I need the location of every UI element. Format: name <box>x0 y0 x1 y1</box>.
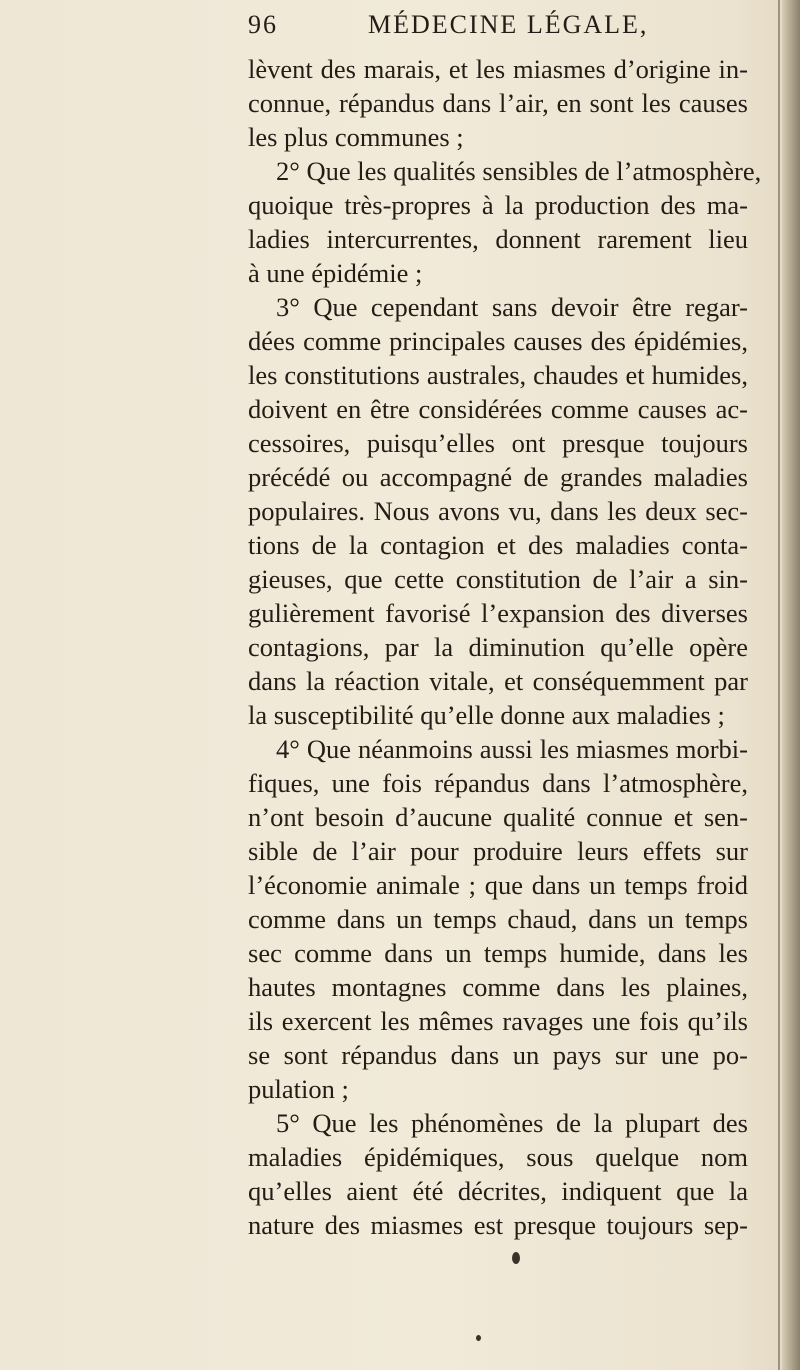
text-line: dées comme principales causes des épidémies, <box>248 326 748 356</box>
text-line: la susceptibilité qu’elle donne aux maladies ; <box>248 700 725 730</box>
ink-spot <box>512 1252 520 1264</box>
text-line: gulièrement favorisé l’expansion des diverses <box>248 598 748 628</box>
text-line: maladies épidémiques, sous quelque nom <box>248 1142 748 1172</box>
text-line: les plus communes ; <box>248 122 464 152</box>
text-line: 4° Que néanmoins aussi les miasmes morbi- <box>276 734 748 764</box>
text-line: 2° Que les qualités sensibles de l’atmosphère, <box>276 156 762 186</box>
text-line: contagions, par la diminution qu’elle opère <box>248 632 748 662</box>
text-line: pulation ; <box>248 1074 349 1104</box>
text-line: cessoires, puisqu’elles ont presque toujours <box>248 428 748 458</box>
text-line: dans la réaction vitale, et conséquemment par <box>248 666 748 696</box>
text-line: l’économie animale ; que dans un temps froid <box>248 870 748 900</box>
text-line: les constitutions australes, chaudes et humides, <box>248 360 748 390</box>
binding-rule <box>778 0 780 1370</box>
text-line: sible de l’air pour produire leurs effets sur <box>248 836 748 866</box>
text-line: précédé ou accompagné de grandes maladies <box>248 462 748 492</box>
text-line: ladies intercurrentes, donnent rarement lieu <box>248 224 748 254</box>
running-title: MÉDECINE LÉGALE, <box>368 10 649 39</box>
page-number: 96 <box>248 10 278 39</box>
text-line: comme dans un temps chaud, dans un temps <box>248 904 748 934</box>
text-line: nature des miasmes est presque toujours sep- <box>248 1210 748 1240</box>
text-line: quoique très-propres à la production des ma- <box>248 190 748 220</box>
body-text <box>248 52 762 1242</box>
text-line: gieuses, que cette constitution de l’air a sin- <box>248 564 748 594</box>
ink-spot <box>476 1335 481 1341</box>
text-line: populaires. Nous avons vu, dans les deux sec- <box>248 496 748 526</box>
book-gutter <box>782 0 800 1370</box>
text-line: 3° Que cependant sans devoir être regar- <box>276 292 748 322</box>
text-line: hautes montagnes comme dans les plaines, <box>248 972 748 1002</box>
text-line: fiques, une fois répandus dans l’atmosphère, <box>248 768 748 798</box>
text-line: 5° Que les phénomènes de la plupart des <box>276 1108 748 1138</box>
text-line: se sont répandus dans un pays sur une po- <box>248 1040 748 1070</box>
text-line: qu’elles aient été décrites, indiquent que la <box>248 1176 748 1206</box>
text-line: tions de la contagion et des maladies conta- <box>248 530 748 560</box>
text-line: connue, répandus dans l’air, en sont les causes <box>248 88 748 118</box>
text-line: sec comme dans un temps humide, dans les <box>248 938 748 968</box>
text-line: n’ont besoin d’aucune qualité connue et sen- <box>248 802 748 832</box>
text-line: doivent en être considérées comme causes ac- <box>248 394 748 424</box>
text-line: ils exercent les mêmes ravages une fois qu’ils <box>248 1006 748 1036</box>
page-header <box>248 10 718 46</box>
text-line: lèvent des marais, et les miasmes d’origine in- <box>248 54 748 84</box>
text-line: à une épidémie ; <box>248 258 423 288</box>
